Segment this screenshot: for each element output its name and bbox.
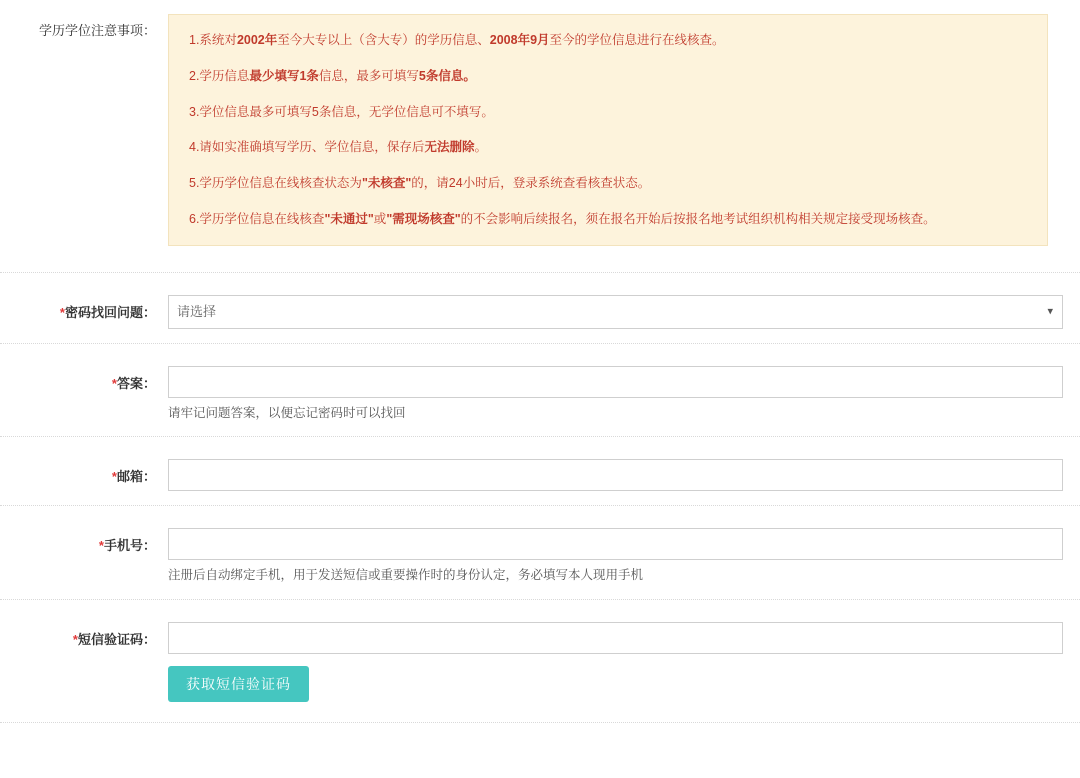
phone-label-text: 手机号： <box>103 538 156 553</box>
answer-label <box>0 366 168 392</box>
password-question-select-wrap <box>168 295 1063 329</box>
required-marker: * <box>72 631 78 647</box>
answer-input[interactable] <box>168 366 1063 398</box>
notice-item: 3.学位信息最多可填写5条信息，无学位信息可不填写。 <box>189 104 494 119</box>
sms-code-field-wrap <box>168 622 1080 702</box>
password-question-field <box>168 295 1080 329</box>
sms-code-label-text: 短信验证码： <box>77 631 156 647</box>
password-question-label-text: 密码找回问题： <box>64 304 156 320</box>
phone-field-wrap <box>168 528 1080 585</box>
form-row-phone <box>0 505 1080 599</box>
form-area <box>0 272 1080 723</box>
phone-input[interactable] <box>168 528 1063 560</box>
password-question-select[interactable] <box>168 295 1063 329</box>
form-row-password-question <box>0 272 1080 343</box>
notice-item: 4.请如实准确填写学历、学位信息，保存后无法删除。 <box>189 140 487 155</box>
phone-label <box>0 528 168 554</box>
notice-item: 6.学历学位信息在线核查"未通过"或"需现场核查"的不会影响后续报名，须在报名开始后按报名地考试组织机构相关规定接受现场核查。 <box>189 211 936 226</box>
required-marker: * <box>98 538 104 553</box>
sms-code-label <box>0 622 168 648</box>
email-label <box>0 459 168 485</box>
phone-hint: 注册后自动绑定手机，用于发送短信或重要操作时的身份认定，务必填写本人现用手机 <box>168 568 644 582</box>
required-marker: * <box>111 469 117 484</box>
education-notice-row <box>0 0 1080 246</box>
answer-label-text: 答案： <box>116 375 156 391</box>
get-sms-code-button[interactable]: 获取短信验证码 <box>168 666 309 702</box>
answer-hint: 请牢记问题答案，以便忘记密码时可以找回 <box>168 405 406 420</box>
form-row-answer <box>0 343 1080 437</box>
form-row-email <box>0 436 1080 505</box>
email-field-wrap <box>168 459 1080 491</box>
email-label-text: 邮箱： <box>116 469 156 484</box>
form-row-sms-code <box>0 599 1080 716</box>
required-marker: * <box>111 375 117 391</box>
sms-code-input[interactable] <box>168 622 1063 654</box>
password-question-label <box>0 295 168 321</box>
chevron-down-icon: ▾ <box>1047 305 1053 317</box>
notice-item: 1.系统对2002年至今大专以上（含大专）的学历信息、2008年9月至今的学位信息进行在线核查。 <box>189 33 725 47</box>
notice-item: 5.学历学位信息在线核查状态为"未核查"的，请24小时后，登录系统查看核查状态。 <box>189 176 651 190</box>
answer-field <box>168 366 1080 423</box>
education-notice-label: 学历学位注意事项： <box>38 23 156 38</box>
email-field[interactable] <box>168 459 1063 491</box>
form-bottom-divider <box>0 722 1080 723</box>
education-notice-box <box>168 14 1048 246</box>
required-marker: * <box>59 304 65 320</box>
notice-item: 2.学历信息最少填写1条信息，最多可填写5条信息。 <box>189 68 476 83</box>
